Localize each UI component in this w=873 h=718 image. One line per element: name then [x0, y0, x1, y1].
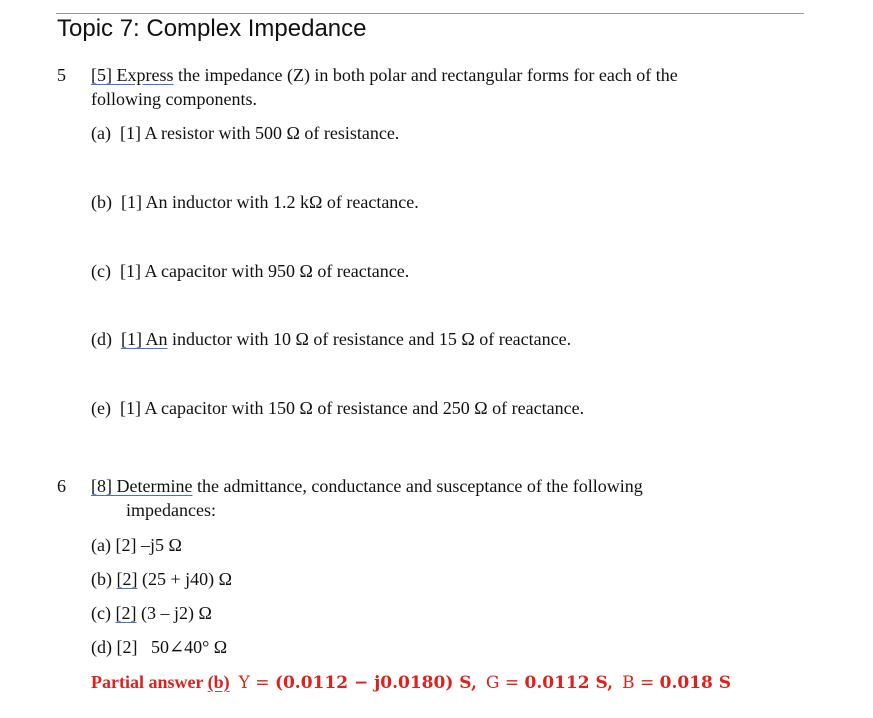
answer-prefix: Partial answer	[91, 672, 208, 692]
answer-b-label: B =	[622, 673, 660, 693]
question-5a	[91, 123, 399, 144]
partial-answer	[91, 672, 731, 693]
part-text: inductor with 10 Ω of resistance and 15 Ω of reactance.	[167, 329, 572, 349]
answer-y-value: (0.0112 − j0.0180) S,	[274, 673, 477, 693]
question-5-line2: following components.	[91, 89, 257, 109]
answer-g-label: G =	[485, 673, 525, 693]
answer-b-value: 0.018 S	[659, 673, 732, 693]
question-5-text: the impedance (Z) in both polar and rectangular forms for each of the	[173, 65, 678, 85]
page-title: Topic 7: Complex Impedance	[57, 15, 367, 42]
part-label: (d)	[91, 637, 112, 657]
part-marks: [2]	[116, 569, 138, 589]
part-text: [2] 50∠40° Ω	[116, 637, 228, 657]
question-6c	[91, 603, 212, 624]
part-label: (c)	[91, 261, 111, 281]
question-6-line2: impedances:	[126, 500, 216, 520]
part-marks: [2]	[115, 603, 137, 623]
question-5-marks-lead: [5] Express	[91, 65, 174, 85]
question-5-line1	[91, 65, 678, 86]
part-label: (b)	[91, 192, 112, 212]
part-label: (c)	[91, 603, 111, 623]
part-text: [2] –j5 Ω	[115, 535, 182, 555]
answer-y-label: Y =	[238, 673, 275, 693]
question-5-number: 5	[57, 65, 66, 85]
question-6-text: the admittance, conductance and susceptance of the following	[192, 476, 643, 496]
part-text: (25 + j40) Ω	[137, 569, 233, 589]
question-5e	[91, 398, 584, 419]
question-6d	[91, 637, 227, 658]
part-label: (d)	[91, 329, 112, 349]
answer-part: (b)	[207, 672, 230, 692]
question-6-line1	[91, 476, 643, 497]
question-5c	[91, 261, 409, 282]
part-text: [1] A capacitor with 950 Ω of reactance.	[119, 261, 410, 281]
part-label: (a)	[91, 535, 111, 555]
question-5d	[91, 329, 571, 350]
question-6-number: 6	[57, 476, 66, 496]
part-text: [1] A capacitor with 150 Ω of resistance and 250 Ω of reactance.	[119, 398, 585, 418]
part-label: (b)	[91, 569, 112, 589]
question-6a	[91, 535, 182, 556]
question-6-marks-lead: [8] Determine	[91, 476, 193, 496]
part-label: (a)	[91, 123, 111, 143]
part-text: (3 – j2) Ω	[136, 603, 212, 623]
header-rule	[56, 13, 804, 14]
part-text: [1] A resistor with 500 Ω of resistance.	[119, 123, 400, 143]
answer-g-value: 0.0112 S,	[524, 673, 614, 693]
part-marks-lead: [1] An	[121, 329, 168, 349]
question-5b	[91, 192, 419, 213]
part-label: (e)	[91, 398, 111, 418]
part-text: [1] An inductor with 1.2 kΩ of reactance.	[121, 192, 419, 212]
question-6b	[91, 569, 232, 590]
